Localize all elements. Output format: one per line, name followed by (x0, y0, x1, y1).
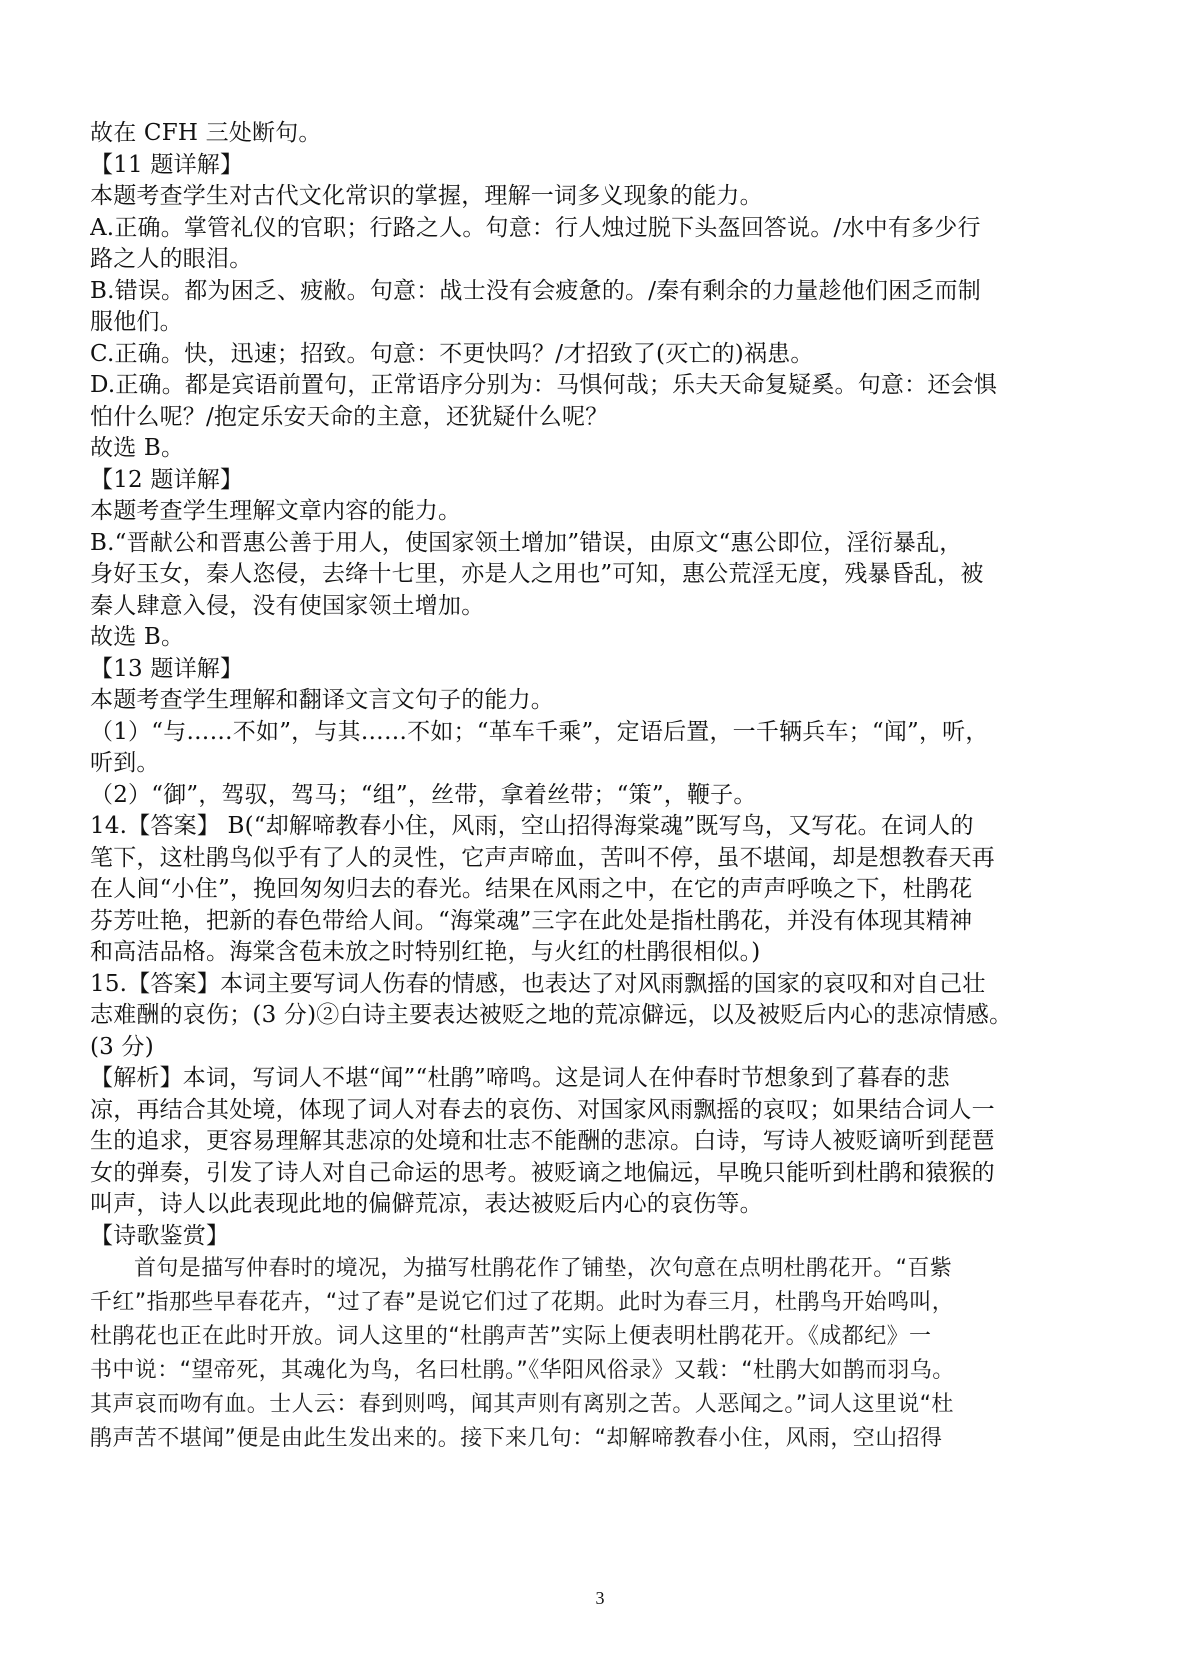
text-line: 15.【答案】本词主要写词人伤春的情感，也表达了对风雨飘摇的国家的哀叹和对自己壮 (90, 970, 986, 997)
text-line: 生的追求，更容易理解其悲凉的处境和壮志不能酬的悲凉。白诗，写诗人被贬谪听到琵琶 (90, 1128, 995, 1154)
text-line: 和高洁品格。海棠含苞未放之时特别红艳，与火红的杜鹃很相似。) (90, 939, 761, 965)
appreciation-line: 千红”指那些早春花卉，“过了春”是说它们过了花期。此时为春三月，杜鹃鸟开始鸣叫， (90, 1290, 955, 1315)
text-line: 志难酬的哀伤；(3 分)②白诗主要表达被贬之地的荒凉僻远，以及被贬后内心的悲凉情感。 (90, 1002, 1013, 1028)
appreciation-line: 首句是描写仲春时的境况，为描写杜鹃花作了铺垫，次句意在点明杜鹃花开。“百紫 (134, 1256, 953, 1281)
appreciation-line: 书中说：“望帝死，其魂化为鸟，名曰杜鹃。”《华阳风俗录》又载：“杜鹃大如鹊而羽乌。 (90, 1358, 955, 1383)
section-heading: 【13 题详解】 (90, 655, 244, 682)
text-line: 路之人的眼泪。 (90, 246, 253, 272)
document-body (90, 118, 1108, 1456)
text-line: 笔下，这杜鹃鸟似乎有了人的灵性，它声声啼血，苦叫不停，虽不堪闻，却是想教春天再 (90, 844, 995, 871)
text-line: 芬芳吐艳，把新的春色带给人间。“海棠魂”三字在此处是指杜鹃花，并没有体现其精神 (90, 907, 973, 934)
text-line: 秦人肆意入侵，没有使国家领土增加。 (90, 592, 485, 619)
appreciation-line: 鹃声苦不堪闻”便是由此生发出来的。接下来几句：“却解啼教春小住，风雨，空山招得 (90, 1426, 943, 1451)
text-line: （2）“御”，驾驭，驾马；“组”，丝带，拿着丝带；“策”，鞭子。 (90, 781, 757, 808)
text-line: 14.【答案】 B(“却解啼教春小住，风雨，空山招得海棠魂”既写鸟，又写花。在词人的 (90, 813, 974, 839)
text-line: 本题考查学生理解文章内容的能力。 (90, 498, 462, 524)
text-line: D.正确。都是宾语前置句，正常语序分别为：马惧何哉；乐夫天命复疑奚。句意：还会惧 (90, 372, 997, 398)
text-line: C.正确。快，迅速；招致。句意：不更快吗？/才招致了(灭亡的)祸患。 (90, 340, 814, 367)
text-line: 故在 CFH 三处断句。 (90, 120, 322, 146)
text-line: 本题考查学生对古代文化常识的掌握，理解一词多义现象的能力。 (90, 183, 763, 209)
text-line: 女的弹奏，引发了诗人对自己命运的思考。被贬谪之地偏远，早晚只能听到杜鹃和猿猴的 (90, 1159, 995, 1186)
text-line: 故选 B。 (90, 435, 185, 461)
text-line: 听到。 (90, 750, 160, 776)
text-line: 凉，再结合其处境，体现了词人对春去的哀伤、对国家风雨飘摇的哀叹；如果结合词人一 (90, 1096, 995, 1123)
text-line: B.错误。都为困乏、疲敝。句意：战士没有会疲惫的。/秦有剩余的力量趁他们困乏而制 (90, 277, 981, 304)
page-number: 3 (595, 1588, 605, 1608)
text-line: （1）“与……不如”，与其……不如；“革车千乘”，定语后置，一千辆兵车；“闻”，听， (90, 718, 989, 745)
text-line: 【解析】本词，写词人不堪“闻”“杜鹃”啼鸣。这是词人在仲春时节想象到了暮春的悲 (90, 1065, 950, 1091)
section-heading: 【11 题详解】 (90, 151, 244, 178)
text-line: 故选 B。 (90, 624, 185, 650)
section-heading: 【诗歌鉴赏】 (90, 1222, 230, 1249)
text-line: 服他们。 (90, 309, 183, 335)
text-line: 身好玉女，秦人恣侵，去绛十七里，亦是人之用也”可知，惠公荒淫无度，残暴昏乱，被 (90, 561, 984, 587)
text-line: 怕什么呢？/抱定乐安天命的主意，还犹疑什么呢？ (90, 403, 609, 430)
text-line: 叫声，诗人以此表现此地的偏僻荒凉，表达被贬后内心的哀伤等。 (90, 1191, 763, 1217)
section-heading: 【12 题详解】 (90, 466, 244, 493)
text-line: A.正确。掌管礼仪的官职；行路之人。句意：行人烛过脱下头盔回答说。/水中有多少行 (90, 214, 981, 241)
text-line: 在人间“小住”，挽回匆匆归去的春光。结果在风雨之中，在它的声声呼唤之下，杜鹃花 (90, 876, 973, 902)
text-line: B.“晋献公和晋惠公善于用人，使国家领土增加”错误，由原文“惠公即位，淫衍暴乱， (90, 529, 963, 556)
appreciation-line: 杜鹃花也正在此时开放。词人这里的“杜鹃声苦”实际上便表明杜鹃花开。《成都纪》一 (90, 1324, 932, 1349)
appreciation-line: 其声哀而吻有血。士人云：春到则鸣，闻其声则有离别之苦。人恶闻之。”词人这里说“杜 (90, 1392, 954, 1417)
text-line: 本题考查学生理解和翻译文言文句子的能力。 (90, 687, 554, 713)
text-line: (3 分) (90, 1033, 154, 1060)
